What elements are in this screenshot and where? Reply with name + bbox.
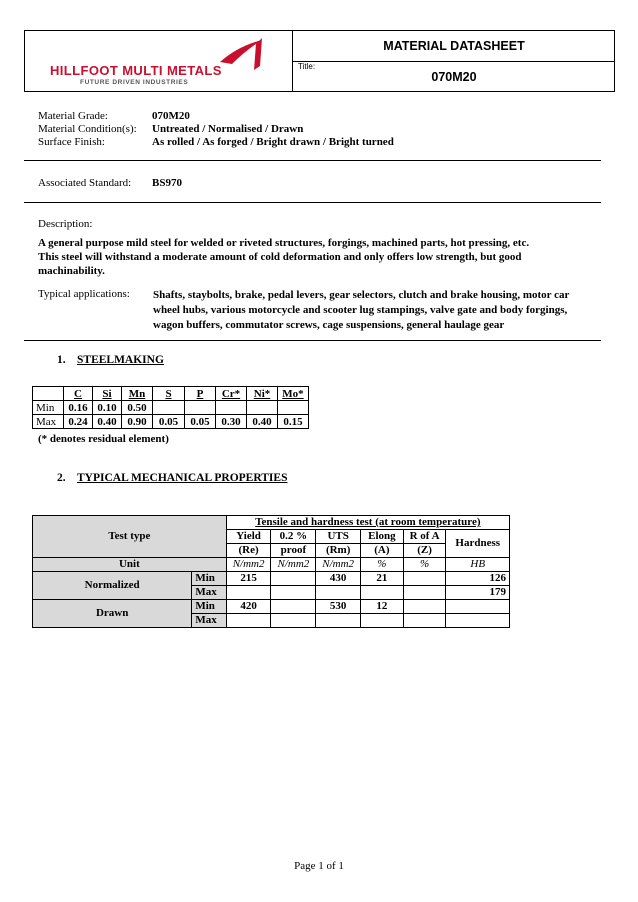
element-header: S: [153, 387, 185, 401]
column-header: UTS: [316, 530, 361, 544]
datasheet-heading: MATERIAL DATASHEET: [383, 39, 525, 53]
table-cell: [446, 600, 510, 614]
section-title: STEELMAKING: [77, 354, 164, 366]
unit-cell: HB: [446, 558, 510, 572]
table-cell: 430: [316, 572, 361, 586]
table-cell: [153, 401, 185, 415]
table-cell: 0.24: [64, 415, 93, 429]
table-cell: 0.15: [278, 415, 309, 429]
divider: [24, 160, 601, 161]
column-header: Yield: [226, 530, 271, 544]
surface-finish-row: [0, 136, 638, 152]
table-cell: [316, 614, 361, 628]
header-divider-horizontal: [292, 61, 615, 62]
column-header: Hardness: [446, 530, 510, 558]
column-header: R of A: [403, 530, 446, 544]
associated-standard-label: Associated Standard:: [38, 177, 132, 189]
applications-text: [153, 288, 593, 333]
table-cell: 420: [226, 600, 271, 614]
table-cell: 0.30: [216, 415, 247, 429]
table-cell: [278, 401, 309, 415]
description-line: This steel will withstand a moderate amount of cold deformation and only offers low strength, but good: [38, 251, 522, 263]
material-condition-label: Material Condition(s):: [38, 123, 137, 135]
table-cell: [271, 600, 316, 614]
unit-cell: N/mm2: [271, 558, 316, 572]
table-cell: [446, 614, 510, 628]
associated-standard-value: BS970: [152, 177, 182, 189]
table-cell: [185, 401, 216, 415]
applications-line: wheel hubs, various motorcycle and scooter lug stampings, valve gate and body forgings,: [153, 304, 568, 316]
material-grade-label: Material Grade:: [38, 110, 108, 122]
table-cell: 21: [361, 572, 404, 586]
surface-finish-label: Surface Finish:: [38, 136, 105, 148]
condition-label: Normalized: [33, 572, 192, 600]
table-cell: 0.05: [153, 415, 185, 429]
tensile-group-header: Tensile and hardness test (at room temperature): [226, 516, 509, 530]
row-label: Max: [192, 614, 226, 628]
table-cell: 179: [446, 586, 510, 600]
column-subheader: (A): [361, 544, 404, 558]
table-cell: [361, 586, 404, 600]
unit-row: [33, 558, 510, 572]
description-line: A general purpose mild steel for welded or riveted structures, forgings, machined parts, hot pressing, etc.: [38, 237, 530, 249]
test-type-header: Test type: [33, 516, 227, 558]
title-label: Title:: [298, 62, 316, 71]
column-header: 0.2 %: [271, 530, 316, 544]
table-header-row: [33, 387, 309, 401]
table-cell: 215: [226, 572, 271, 586]
table-cell: [361, 614, 404, 628]
unit-cell: N/mm2: [316, 558, 361, 572]
table-cell: [271, 572, 316, 586]
table-row: [33, 572, 510, 586]
unit-cell: %: [361, 558, 404, 572]
table-cell: [226, 614, 271, 628]
element-header: Mo*: [278, 387, 309, 401]
condition-label: Drawn: [33, 600, 192, 628]
row-label: Max: [192, 586, 226, 600]
residual-note: (* denotes residual element): [38, 433, 169, 445]
table-cell: [403, 572, 446, 586]
applications-line: wagon buffers, commutator screws, cage suspensions, general haulage gear: [153, 319, 505, 331]
applications-label: Typical applications:: [38, 288, 130, 300]
row-label: Min: [192, 600, 226, 614]
table-cell: [403, 600, 446, 614]
table-cell: [226, 586, 271, 600]
column-subheader: proof: [271, 544, 316, 558]
table-cell: 0.90: [122, 415, 153, 429]
table-cell: [403, 586, 446, 600]
table-cell: 530: [316, 600, 361, 614]
steelmaking-table: [32, 386, 309, 429]
table-cell: 0.50: [122, 401, 153, 415]
table-cell: [271, 586, 316, 600]
table-cell: 0.40: [93, 415, 122, 429]
description-label: Description:: [38, 218, 93, 230]
table-header-row: [33, 516, 510, 530]
title-value: 070M20: [431, 70, 477, 84]
column-header: Elong: [361, 530, 404, 544]
unit-cell: N/mm2: [226, 558, 271, 572]
table-corner-cell: [33, 387, 64, 401]
column-subheader: (Rm): [316, 544, 361, 558]
row-label: Min: [192, 572, 226, 586]
associated-standard-row: [0, 177, 638, 193]
section-heading-steelmaking: [57, 354, 357, 370]
table-cell: [216, 401, 247, 415]
table-cell: 126: [446, 572, 510, 586]
table-cell: [316, 586, 361, 600]
table-cell: [403, 614, 446, 628]
table-cell: [271, 614, 316, 628]
table-cell: [247, 401, 278, 415]
element-header: C: [64, 387, 93, 401]
mechanical-properties-table: [32, 515, 510, 628]
element-header: Mn: [122, 387, 153, 401]
divider: [24, 202, 601, 203]
divider: [24, 340, 601, 341]
section-number: 1.: [57, 354, 66, 366]
table-cell: 0.40: [247, 415, 278, 429]
page-number: Page 1 of 1: [294, 860, 344, 872]
element-header: P: [185, 387, 216, 401]
company-name: HILLFOOT MULTI METALS: [50, 63, 222, 78]
table-cell: 0.10: [93, 401, 122, 415]
table-cell: 0.05: [185, 415, 216, 429]
section-number: 2.: [57, 472, 66, 484]
table-row: [33, 401, 309, 415]
description-text: [38, 236, 588, 278]
column-subheader: (Re): [226, 544, 271, 558]
material-condition-value: Untreated / Normalised / Drawn: [152, 123, 304, 135]
applications-line: Shafts, staybolts, brake, pedal levers, gear selectors, clutch and brake housing, motor car: [153, 289, 570, 301]
unit-label: Unit: [33, 558, 227, 572]
surface-finish-value: As rolled / As forged / Bright drawn / Bright turned: [152, 136, 394, 148]
column-subheader: (Z): [403, 544, 446, 558]
element-header: Cr*: [216, 387, 247, 401]
table-cell: 0.16: [64, 401, 93, 415]
table-row: [33, 600, 510, 614]
description-line: machinability.: [38, 265, 105, 277]
table-row: [33, 415, 309, 429]
row-label: Max: [33, 415, 64, 429]
company-logo-icon: [218, 36, 268, 76]
row-label: Min: [33, 401, 64, 415]
unit-cell: %: [403, 558, 446, 572]
material-grade-value: 070M20: [152, 110, 190, 122]
company-tagline: FUTURE DRIVEN INDUSTRIES: [80, 79, 189, 86]
element-header: Ni*: [247, 387, 278, 401]
section-heading-mechanical: [57, 472, 397, 488]
element-header: Si: [93, 387, 122, 401]
section-title: TYPICAL MECHANICAL PROPERTIES: [77, 472, 288, 484]
table-cell: 12: [361, 600, 404, 614]
